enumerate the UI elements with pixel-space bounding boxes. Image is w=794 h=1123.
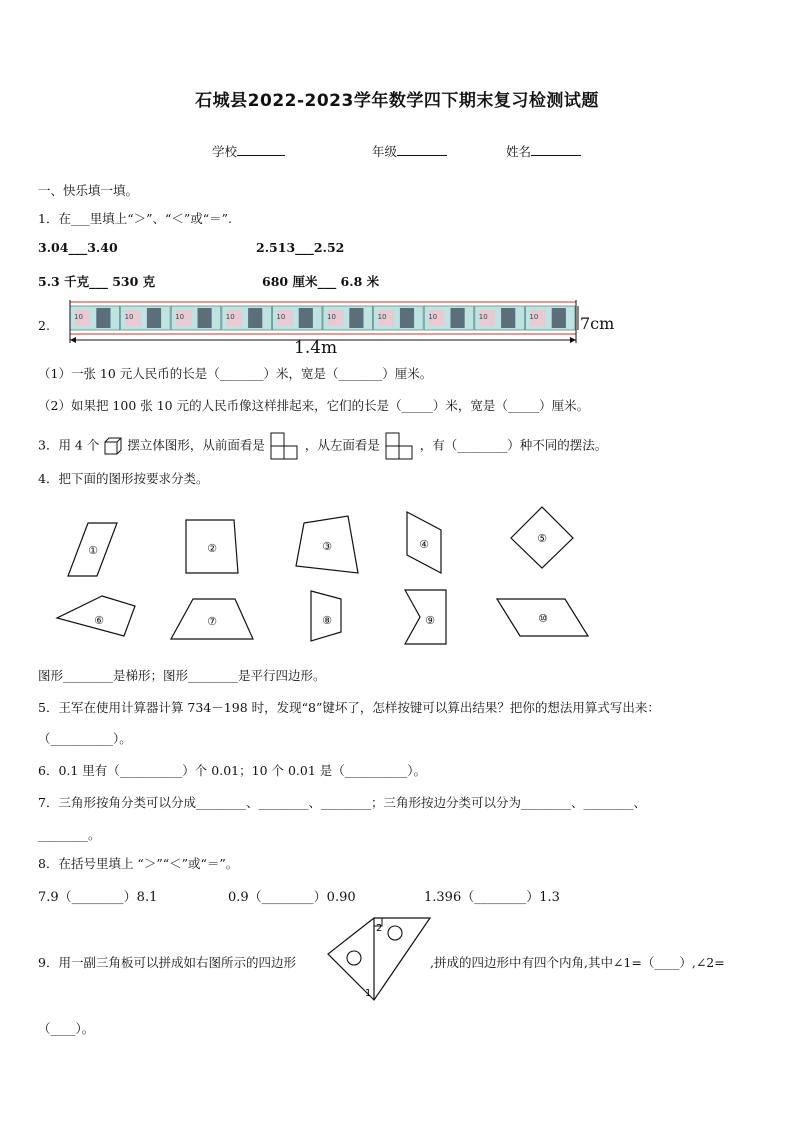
shape-label-2: ② bbox=[207, 542, 217, 555]
banknote-portrait bbox=[501, 308, 515, 328]
front-view-icon bbox=[269, 432, 301, 460]
shape-label-6: ⑥ bbox=[94, 614, 104, 627]
q1-stem: 1．在___里填上“＞”、“＜”或“＝”. bbox=[38, 211, 233, 226]
q1-item-a: 3.04___3.40 bbox=[38, 240, 118, 255]
q9-line2: （____）。 bbox=[38, 1021, 95, 1036]
q9-part2: ,拼成的四边形中有四个内角,其中∠1=（____）,∠2= bbox=[430, 955, 725, 970]
shape-label-9: ⑨ bbox=[425, 614, 435, 627]
banknote-portrait bbox=[96, 308, 110, 328]
school-blank[interactable] bbox=[237, 143, 285, 156]
length-arrow-right bbox=[570, 337, 576, 343]
banknote-portrait bbox=[147, 308, 161, 328]
school-label: 学校 bbox=[212, 144, 238, 159]
shape-label-7: ⑦ bbox=[207, 615, 217, 628]
q8-item-a: 7.9（________）8.1 bbox=[38, 890, 158, 905]
banknote bbox=[374, 306, 424, 330]
q8-item-b: 0.9（________）0.90 bbox=[228, 890, 356, 905]
school-field[interactable] bbox=[212, 142, 285, 160]
q2-sub2: （2）如果把 100 张 10 元的人民币像这样排起来，它们的长是（_____）米，宽是（_____）厘米。 bbox=[38, 398, 590, 413]
q3-part2: 摆立体图形，从前面看是 bbox=[127, 437, 265, 453]
triangle-quadrilateral-figure bbox=[326, 914, 436, 1006]
banknote bbox=[475, 306, 525, 330]
banknote-portrait bbox=[198, 308, 212, 328]
banknote-portrait bbox=[349, 308, 363, 328]
name-label: 姓名 bbox=[506, 144, 532, 159]
q3-part1: 3．用 4 个 bbox=[38, 437, 100, 453]
q3-part4: ，有（________）种不同的摆法。 bbox=[419, 437, 608, 453]
page-title: 石城县2022-2023学年数学四下期末复习检测试题 bbox=[195, 91, 599, 111]
angle-2-label: 2 bbox=[376, 923, 383, 934]
banknote bbox=[272, 306, 322, 330]
section-heading: 一、快乐填一填。 bbox=[38, 183, 139, 198]
q7-line1: 7．三角形按角分类可以分成________、________、________；三角形按边分类可以分为________、________、 bbox=[38, 795, 646, 810]
q1-item-d: 680 厘米___ 6.8 米 bbox=[262, 274, 380, 289]
q7-line2: ________。 bbox=[38, 827, 101, 842]
height-label: 7cm bbox=[580, 314, 615, 333]
cube-icon bbox=[103, 436, 123, 456]
banknote bbox=[222, 306, 272, 330]
banknote-portrait bbox=[451, 308, 465, 328]
banknote bbox=[121, 306, 171, 330]
q1-item-b: 2.513___2.52 bbox=[256, 240, 345, 255]
banknote-value: 10 bbox=[529, 313, 539, 321]
banknote bbox=[70, 306, 120, 330]
banknote-value: 10 bbox=[478, 313, 488, 321]
banknote bbox=[424, 306, 474, 330]
banknote-portrait bbox=[400, 308, 414, 328]
shape-label-4: ④ bbox=[419, 538, 429, 551]
grade-field[interactable] bbox=[372, 142, 447, 160]
grade-label: 年级 bbox=[372, 144, 398, 159]
q8-stem: 8．在括号里填上 “＞”“＜”或“＝”。 bbox=[38, 856, 239, 871]
banknote-value: 10 bbox=[74, 313, 83, 321]
banknote-value: 10 bbox=[124, 313, 134, 321]
banknote-value: 10 bbox=[327, 313, 336, 321]
banknote-portrait bbox=[552, 308, 566, 328]
q9-part1: 9．用一副三角板可以拼成如右图所示的四边形 bbox=[38, 955, 296, 970]
q8-item-c: 1.396（________）1.3 bbox=[424, 890, 560, 905]
angle-1-label: 1 bbox=[365, 988, 372, 999]
shapes-figure bbox=[0, 500, 794, 650]
name-field[interactable] bbox=[506, 142, 581, 160]
shape-label-1: ① bbox=[88, 544, 98, 557]
banknote-value: 10 bbox=[175, 313, 185, 321]
q4-stem: 4．把下面的图形按要求分类。 bbox=[38, 471, 209, 486]
q3-row bbox=[38, 432, 607, 460]
q2-sub1: （1）一张 10 元人民币的长是（_______）米，宽是（_______）厘米。 bbox=[38, 366, 433, 381]
length-arrow-left bbox=[70, 337, 76, 343]
banknote-portrait bbox=[299, 308, 313, 328]
q4-answer: 图形________是梯形；图形________是平行四边形。 bbox=[38, 668, 326, 683]
q5-line2: （__________）。 bbox=[38, 731, 132, 746]
left-view-icon bbox=[384, 432, 416, 460]
banknote-value: 10 bbox=[377, 313, 387, 321]
banknote-value: 10 bbox=[225, 313, 235, 321]
banknote bbox=[323, 306, 373, 330]
banknote-value: 10 bbox=[276, 313, 286, 321]
grade-blank[interactable] bbox=[397, 143, 447, 156]
banknote bbox=[525, 306, 575, 330]
q1-item-c: 5.3 千克___ 530 克 bbox=[38, 274, 156, 289]
shape-label-3: ③ bbox=[322, 540, 332, 553]
length-label: 1.4m bbox=[294, 338, 338, 358]
q2-number: 2. bbox=[38, 318, 50, 333]
shape-label-10: ⑩ bbox=[538, 612, 548, 625]
q6-text: 6．0.1 里有（__________）个 0.01；10 个 0.01 是（__________）。 bbox=[38, 763, 427, 778]
banknote-row-figure bbox=[60, 300, 640, 360]
shape-label-8: ⑧ bbox=[322, 614, 332, 627]
banknote bbox=[171, 306, 221, 330]
banknote-portrait bbox=[248, 308, 262, 328]
q5-line1: 5．王军在使用计算器计算 734－198 时，发现“8”键坏了，怎样按键可以算出结果？把你的想法用算式写出来： bbox=[38, 700, 660, 715]
name-blank[interactable] bbox=[531, 143, 581, 156]
banknote-value: 10 bbox=[428, 313, 438, 321]
shape-label-5: ⑤ bbox=[537, 532, 547, 545]
q3-part3: ，从左面看是 bbox=[304, 437, 380, 453]
